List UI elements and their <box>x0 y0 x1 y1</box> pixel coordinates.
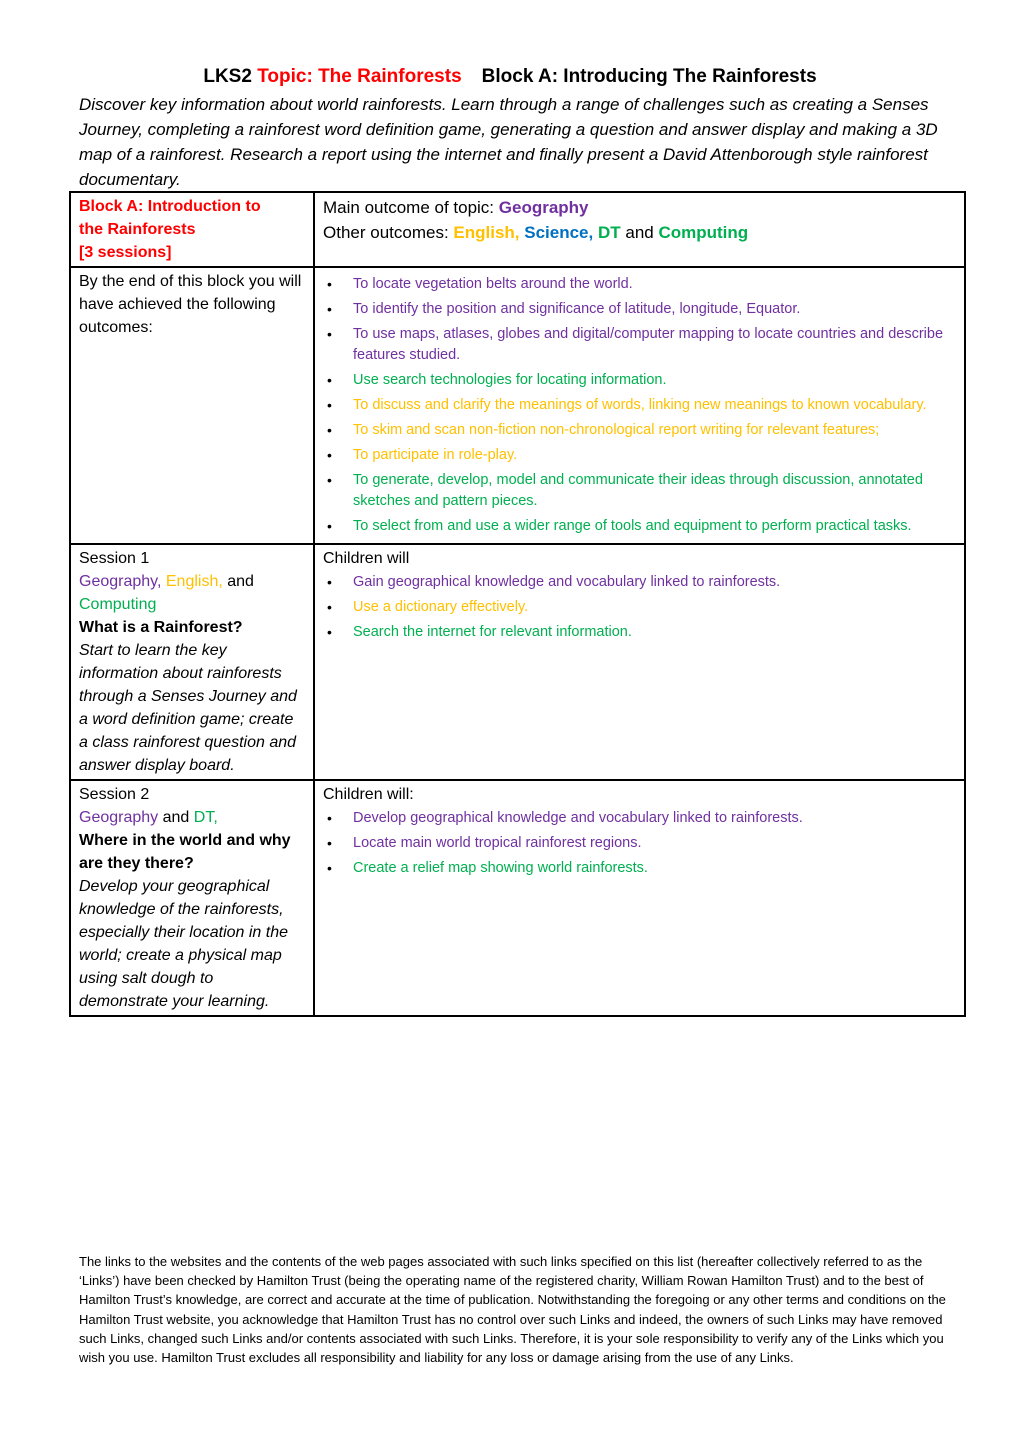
bullet-icon: • <box>327 326 332 342</box>
session1-subjects <box>79 570 305 593</box>
other-and: and <box>620 223 659 242</box>
other-science: Science <box>524 223 589 242</box>
list-item <box>325 274 946 295</box>
session1-english: English, <box>165 573 223 590</box>
title-topic: Topic: The Rainforests <box>257 66 462 87</box>
bullet-icon: • <box>327 624 332 640</box>
bullet-icon: • <box>327 574 332 590</box>
bullet-icon: • <box>327 447 332 463</box>
list-item <box>325 622 946 643</box>
list-item <box>325 445 946 466</box>
list-item-text: Use a dictionary effectively. <box>353 599 529 615</box>
list-item-text: To use maps, atlases, globes and digital/computer mapping to locate countries and describe features studied. <box>353 326 944 363</box>
other-outcomes <box>323 220 956 245</box>
other-english: English, <box>453 223 520 242</box>
session2-and: and <box>158 809 194 826</box>
outcome-subjects-cell <box>314 192 965 267</box>
session1-description: Start to learn the key information about rainforests through a Senses Journey and a word definition game; create a class rainforest question and answer display board. <box>79 642 297 774</box>
list-item-text: To generate, develop, model and communicate their ideas through discussion, annotated sketches and pattern pieces. <box>353 472 923 509</box>
list-item-text: To locate vegetation belts around the world. <box>353 276 633 292</box>
main-outcome-subject: Geography <box>498 198 589 217</box>
session2-label: Session 2 <box>79 786 150 803</box>
session1-computing: Computing <box>79 596 157 613</box>
list-item <box>325 470 946 512</box>
outcomes-intro: By the end of this block you will have achieved the following outcomes: <box>79 273 302 336</box>
session1-list <box>323 572 956 643</box>
bullet-icon: • <box>327 397 332 413</box>
bullet-icon: • <box>327 301 332 317</box>
list-item <box>325 324 946 366</box>
session1-label: Session 1 <box>79 550 150 567</box>
list-item-text: Use search technologies for locating information. <box>353 372 667 388</box>
session2-dt: DT, <box>193 809 218 826</box>
block-title-line1: Block A: Introduction to <box>79 198 261 215</box>
bullet-icon: • <box>327 518 332 534</box>
list-item <box>325 299 946 320</box>
bullet-icon: • <box>327 276 332 292</box>
list-item-text: Create a relief map showing world rainforests. <box>353 860 648 876</box>
bullet-icon: • <box>327 860 332 876</box>
list-item-text: Develop geographical knowledge and vocabulary linked to rainforests. <box>353 810 803 826</box>
list-item <box>325 597 946 618</box>
bullet-icon: • <box>327 599 332 615</box>
bullet-icon: • <box>327 472 332 488</box>
session2-question: Where in the world and why are they there? <box>79 832 291 872</box>
bullet-icon: • <box>327 422 332 438</box>
bullet-icon: • <box>327 810 332 826</box>
list-item-text: To discuss and clarify the meanings of words, linking new meanings to known vocabulary. <box>353 397 927 413</box>
list-item <box>325 858 946 879</box>
page-title <box>0 64 1020 90</box>
session2-geography: Geography <box>79 809 159 826</box>
session1-children: Children will <box>323 550 410 567</box>
session1-geography: Geography, <box>79 573 162 590</box>
list-item <box>325 572 946 593</box>
list-item-text: To select from and use a wider range of tools and equipment to perform practical tasks. <box>353 518 912 534</box>
main-outcome <box>323 195 956 220</box>
title-prefix: LKS2 <box>203 66 258 87</box>
outcomes-list <box>323 274 956 537</box>
bullet-icon: • <box>327 372 332 388</box>
main-outcome-label: Main outcome of topic: <box>323 198 499 217</box>
list-item-text: Locate main world tropical rainforest regions. <box>353 835 642 851</box>
session2-subjects <box>79 806 305 829</box>
list-item <box>325 420 946 441</box>
list-item <box>325 833 946 854</box>
block-title-cell <box>70 192 314 267</box>
session1-question: What is a Rainforest? <box>79 619 243 636</box>
block-title-line2: the Rainforests <box>79 221 196 238</box>
session1-cell <box>70 544 314 780</box>
session1-outcomes-cell <box>314 544 965 780</box>
list-item-text: Search the internet for relevant information. <box>353 624 632 640</box>
list-item <box>325 808 946 829</box>
session1-and: and <box>222 573 254 590</box>
block-row <box>70 192 965 267</box>
planning-table <box>69 191 966 1017</box>
session2-description: Develop your geographical knowledge of the rainforests, especially their location in the world; create a physical map using salt dough to demonstrate your learning. <box>79 878 289 1010</box>
intro-paragraph: Discover key information about world rainforests. Learn through a range of challenges such as creating a Senses Journey, completing a rainforest word definition game, generating a question and answer display and making a 3D map of a rainforest. Research a report using the internet and finally present a David Attenborough style rainforest documentary. <box>79 95 938 189</box>
list-item <box>325 370 946 391</box>
bullet-icon: • <box>327 835 332 851</box>
outcomes-row <box>70 267 965 544</box>
other-outcomes-label: Other outcomes: <box>323 223 454 242</box>
session2-list <box>323 808 956 879</box>
session2-row <box>70 780 965 1016</box>
outcomes-list-cell <box>314 267 965 544</box>
other-dt: DT <box>597 223 621 242</box>
session2-cell <box>70 780 314 1016</box>
list-item-text: Gain geographical knowledge and vocabulary linked to rainforests. <box>353 574 781 590</box>
title-block: Block A: Introducing The Rainforests <box>481 66 817 87</box>
session2-children: Children will: <box>323 786 414 803</box>
links-disclaimer: The links to the websites and the contents of the web pages associated with such links specified on this list (hereafter collectively referred to as the ‘Links’) have been checked by Hamilton Trust (being the operating name of the registered charity, William Rowan Hamilton Trust) and to the best of Hamilton Trust’s knowledge, are correct and accurate at the time of publication. Notwithstanding the foregoing or any other terms and conditions on the Hamilton Trust website, you acknowledge that Hamilton Trust has no control over such Links and indeed, the owners of such Links may have removed such Links, changed such Links and/or contents associated with such Links. Therefore, it is your sole responsibility to verify any of the Links which you wish you use. Hamilton Trust excludes all responsibility and liability for any loss or damage arising from the use of any Links. <box>79 1254 946 1366</box>
list-item-text: To participate in role-play. <box>353 447 518 463</box>
outcomes-intro-cell <box>70 267 314 544</box>
list-item <box>325 395 946 416</box>
other-comma: , <box>588 223 594 242</box>
list-item-text: To identify the position and significance of latitude, longitude, Equator. <box>353 301 801 317</box>
list-item <box>325 516 946 537</box>
block-sessions: [3 sessions] <box>79 244 172 261</box>
other-computing: Computing <box>658 223 749 242</box>
session1-row <box>70 544 965 780</box>
list-item-text: To skim and scan non-fiction non-chronological report writing for relevant features; <box>353 422 880 438</box>
session2-outcomes-cell <box>314 780 965 1016</box>
